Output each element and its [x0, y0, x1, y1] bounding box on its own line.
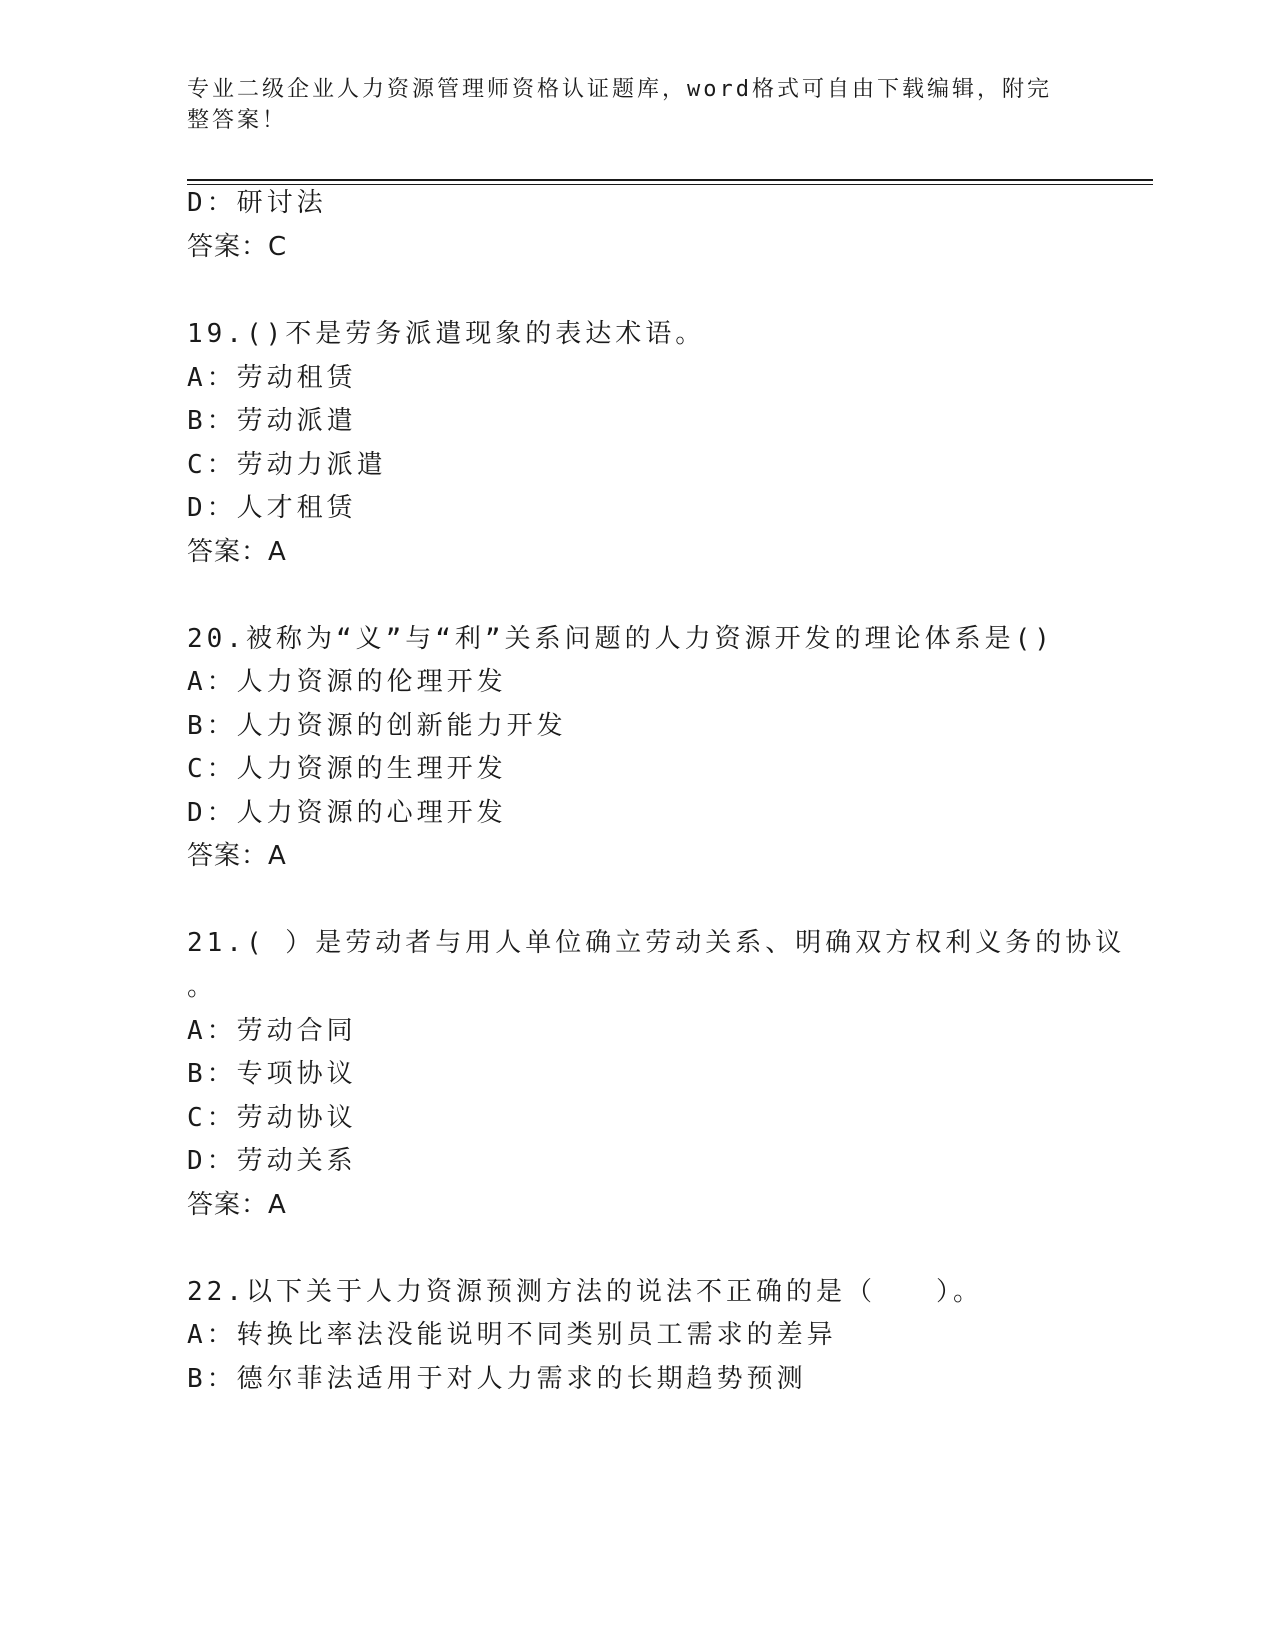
q21-question-line1: 21.( ）是劳动者与用人单位确立劳动关系、明确双方权利义务的协议: [187, 928, 1126, 958]
q21-answer: 答案：A: [187, 1190, 287, 1220]
q20-answer: 答案：A: [187, 841, 287, 871]
document-header: 专业二级企业人力资源管理师资格认证题库，word格式可自由下载编辑，附完整答案！: [187, 77, 1052, 133]
prev-answer: 答案：C: [187, 232, 288, 262]
q21-option-a: A：劳动合同: [187, 1016, 357, 1046]
q20-option-c: C：人力资源的生理开发: [187, 754, 507, 784]
q19-question: 19.()不是劳务派遣现象的表达术语。: [187, 319, 706, 349]
q19-option-d: D：人才租赁: [187, 493, 357, 523]
q19-option-b: B：劳动派遣: [187, 406, 357, 436]
q22-option-a: A：转换比率法没能说明不同类别员工需求的差异: [187, 1320, 837, 1350]
q21-question-line2: 。: [187, 972, 218, 1002]
q22-question: 22.以下关于人力资源预测方法的说法不正确的是（ ）。: [187, 1277, 983, 1307]
header-rule-thick: [187, 179, 1153, 181]
q20-option-a: A：人力资源的伦理开发: [187, 667, 507, 697]
prev-option-d: D：研讨法: [187, 188, 327, 218]
q19-option-a: A：劳动租赁: [187, 363, 357, 393]
q20-option-b: B：人力资源的创新能力开发: [187, 711, 567, 741]
q21-option-b: B：专项协议: [187, 1059, 357, 1089]
q22-option-b: B：德尔菲法适用于对人力需求的长期趋势预测: [187, 1364, 807, 1394]
q21-option-c: C：劳动协议: [187, 1103, 357, 1133]
q21-option-d: D：劳动关系: [187, 1146, 357, 1176]
q20-question: 20.被称为“义”与“利”关系问题的人力资源开发的理论体系是(): [187, 624, 1054, 654]
q19-answer: 答案：A: [187, 537, 287, 567]
header-rule-thin: [187, 184, 1153, 185]
q20-option-d: D：人力资源的心理开发: [187, 798, 507, 828]
q19-option-c: C：劳动力派遣: [187, 450, 387, 480]
